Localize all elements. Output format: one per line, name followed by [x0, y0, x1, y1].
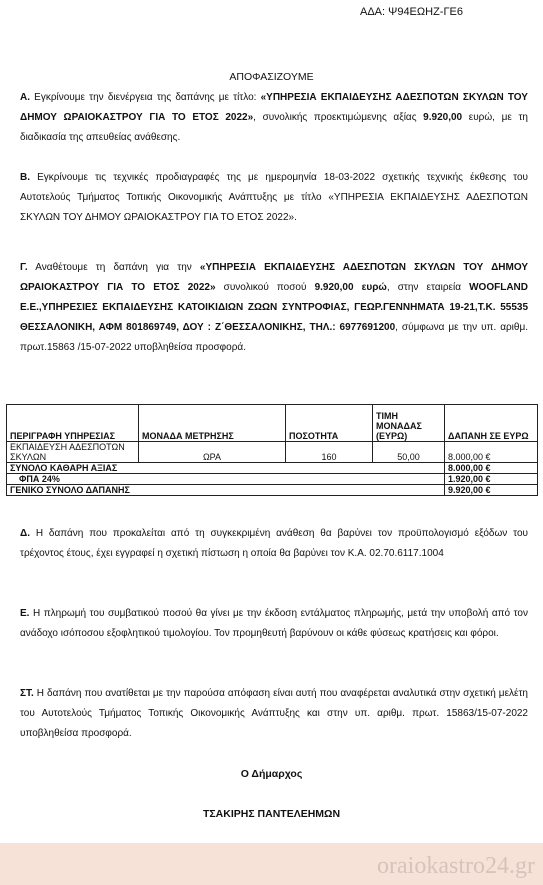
section-st-text: Η δαπάνη που ανατίθεται με την παρούσα απόφαση είναι αυτή που αναφέρεται αναλυτικά στην σχετική μελέτη του Αυτοτελούς Τμήματος Τοπικής Οικονομικής Ανάπτυξης και στην υπ. αριθμ. πρωτ. 15863/15-07-2022 υποβληθείσα προσφορά.	[20, 688, 528, 739]
signer-role: Ο Δήμαρχος	[240, 768, 303, 780]
site-watermark: oraiokastro24.gr	[377, 853, 535, 879]
section-e-text: Η πληρωμή του συμβατικού ποσού θα γίνει με την έκδοση εντάλματος πληρωμής, μετά την υποβολή από τον ανάδοχο ισόποσου εξοφλητικού τιμολογίου. Τον προμηθευτή βαρύνουν οι κάθε φύσεως κρατήσεις και φόροι.	[20, 608, 528, 639]
signer-name: ΤΣΑΚΙΡΗΣ ΠΑΝΤΕΛΕΗΜΩΝ	[202, 808, 341, 820]
section-g-label: Γ.	[20, 262, 28, 273]
footer-banner	[0, 843, 543, 885]
section-g-text-4: , σύμφωνα με την υπ. αριθμ. πρωτ.15863 /15-07-2022 υποβληθείσα προσφορά.	[20, 322, 528, 353]
grand-total-label: ΓΕΝΙΚΟ ΣΥΝΟΛΟ ΔΑΠΑΝΗΣ	[7, 485, 445, 496]
table-header: ΤΙΜΗ ΜΟΝΑΔΑΣ (ΕΥΡΩ)	[373, 405, 445, 442]
table-header: ΜΟΝΑΔΑ ΜΕΤΡΗΣΗΣ	[139, 405, 286, 442]
section-a-text-3: ευρώ, με τη διαδικασία της απευθείας ανάθεσης.	[20, 112, 528, 143]
section-g-company: WOOFLAND Ε.Ε.,ΥΠΗΡΕΣΙΕΣ ΕΚΠΑΙΔΕΥΣΗΣ ΚΑΤΟΙΚΙΔΙΩΝ ΖΩΩΝ ΣΥΝΤΡΟΦΙΑΣ, ΓΕΩΡ.ΓΕΝΝΗΜΑΤΑ 19-21,Τ.Κ. 55535 ΘΕΣΣΑΛΟΝΙΚΗ, ΑΦΜ 801869749, ΔΟΥ : Ζ΄ΘΕΣΣΑΛΟΝΙΚΗΣ, ΤΗΛ.: 6977691200	[20, 282, 528, 333]
section-g-amount: 9.920,00 ευρώ	[314, 282, 387, 293]
cost-table	[6, 404, 538, 496]
table-header-row	[7, 405, 538, 442]
vat-label: ΦΠΑ 24%	[7, 474, 445, 485]
section-st-label: ΣΤ.	[20, 688, 34, 699]
table-cell: 50,00	[373, 442, 445, 463]
table-row	[7, 442, 538, 463]
grand-total-row	[7, 485, 538, 496]
section-b-text: Εγκρίνουμε τις τεχνικές προδιαγραφές της με ημερομηνία 18-03-2022 σχετικής τεχνικής έκθεσης του Αυτοτελούς Τμήματος Τοπικής Οικονομικής Ανάπτυξης με τίτλο «ΥΠΗΡΕΣΙΑ ΕΚΠΑΙΔΕΥΣΗΣ ΑΔΕΣΠΟΤΩΝ ΣΚΥΛΩΝ ΤΟΥ ΔΗΜΟΥ ΩΡΑΙΟΚΑΣΤΡΟΥ ΓΙΑ ΤΟ ΕΤΟΣ 2022».	[20, 172, 528, 223]
section-d-label: Δ.	[20, 528, 30, 539]
section-b	[20, 168, 528, 228]
table-header: ΠΕΡΙΓΡΑΦΗ ΥΠΗΡΕΣΙΑΣ	[7, 405, 139, 442]
grand-total-value: 9.920,00 €	[445, 485, 538, 496]
section-a-amount: 9.920,00	[423, 112, 463, 123]
vat-value: 1.920,00 €	[445, 474, 538, 485]
decision-heading: ΑΠΟΦΑΣΙΖΟΥΜΕ	[229, 71, 314, 83]
section-g-text-3: , στην εταιρεία	[386, 282, 470, 293]
section-e-label: Ε.	[20, 608, 30, 619]
section-a-title: «ΥΠΗΡΕΣΙΑ ΕΚΠΑΙΔΕΥΣΗΣ ΑΔΕΣΠΟΤΩΝ ΣΚΥΛΩΝ ΤΟΥ ΔΗΜΟΥ ΩΡΑΙΟΚΑΣΤΡΟΥ ΓΙΑ ΤΟ ΕΤΟΣ 2022»	[20, 92, 528, 123]
ada-code: ΑΔΑ: Ψ94ΕΩΗΖ-ΓΕ6	[360, 6, 463, 18]
section-a-text-2: , συνολικής προεκτιμώμενης αξίας	[253, 112, 424, 123]
section-st	[20, 684, 528, 744]
section-a-text-1: Εγκρίνουμε την διενέργεια της δαπάνης με τίτλο:	[30, 92, 261, 103]
section-a	[20, 88, 528, 148]
section-b-label: Β.	[20, 172, 30, 183]
table-cell: ΕΚΠΑΙΔΕΥΣΗ ΑΔΕΣΠΟΤΩΝ ΣΚΥΛΩΝ	[7, 442, 139, 463]
table-header: ΠΟΣΟΤΗΤΑ	[286, 405, 373, 442]
section-g-title: «ΥΠΗΡΕΣΙΑ ΕΚΠΑΙΔΕΥΣΗΣ ΑΔΕΣΠΟΤΩΝ ΣΚΥΛΩΝ ΤΟΥ ΔΗΜΟΥ ΩΡΑΙΟΚΑΣΤΡΟΥ ΓΙΑ ΤΟ ΕΤΟΣ 2022»	[20, 262, 528, 293]
net-total-label: ΣΥΝΟΛΟ ΚΑΘΑΡΗ ΑΞΙΑΣ	[7, 463, 445, 474]
section-g	[20, 258, 528, 358]
net-total-row	[7, 463, 538, 474]
section-g-text-2: συνολικού ποσού	[215, 282, 315, 293]
section-g-text-1: Αναθέτουμε τη δαπάνη για την	[27, 262, 200, 273]
section-d-text: Η δαπάνη που προκαλείται από τη συγκεκριμένη ανάθεση θα βαρύνει τον προϋπολογισμό εξόδων του τρέχοντος έτους, έχει εγγραφεί η σχετική πίστωση η οποία θα βαρύνει τον Κ.Α. 02.70.6117.1004	[20, 528, 528, 559]
section-d	[20, 524, 528, 564]
table-cell: 160	[286, 442, 373, 463]
vat-row	[7, 474, 538, 485]
net-total-value: 8.000,00 €	[445, 463, 538, 474]
section-e	[20, 604, 528, 644]
table-cell: 8.000,00 €	[445, 442, 538, 463]
table-cell: ΩΡΑ	[139, 442, 286, 463]
table-header: ΔΑΠΑΝΗ ΣΕ ΕΥΡΩ	[445, 405, 538, 442]
section-a-label: Α.	[20, 92, 30, 103]
